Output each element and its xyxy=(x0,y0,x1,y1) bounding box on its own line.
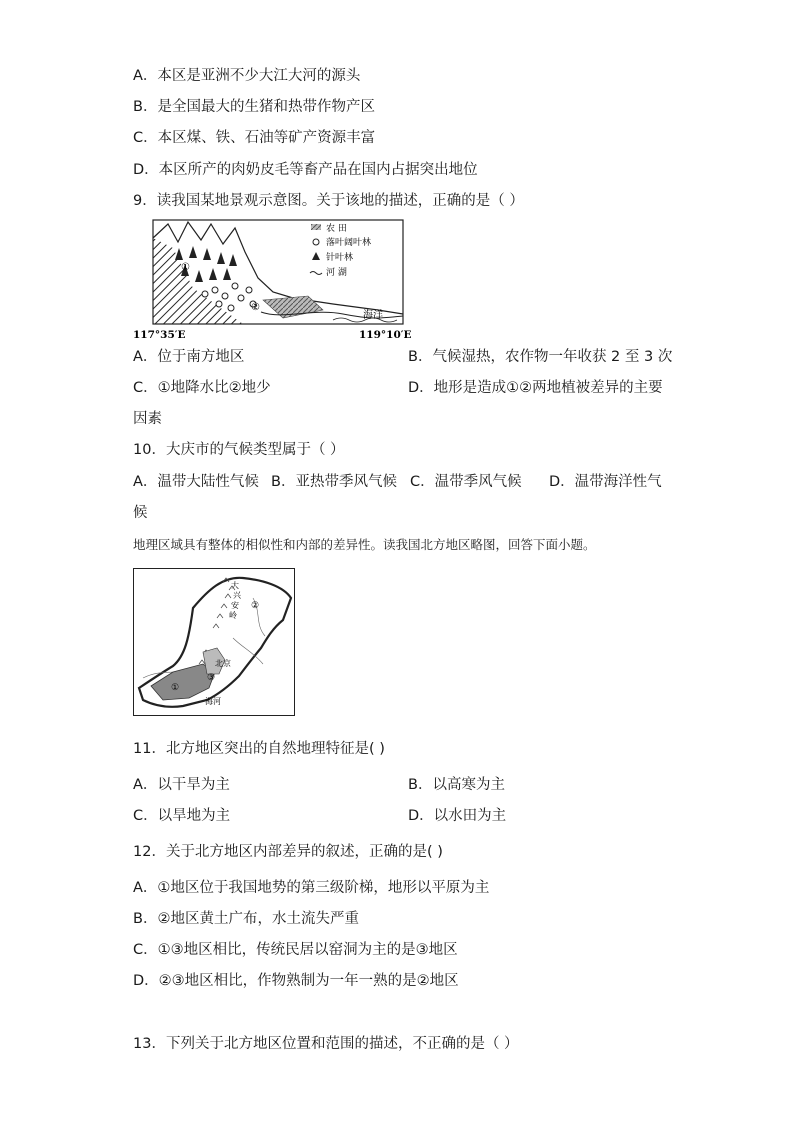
legend-river: 河 湖 xyxy=(326,268,347,278)
q8-option-a: A．本区是亚洲不少大江大河的源头 xyxy=(133,68,361,84)
label-region-2: ② xyxy=(251,601,260,611)
q8-option-d: D．本区所产的肉奶皮毛等畜产品在国内占据突出地位 xyxy=(133,162,478,178)
mark-2: ② xyxy=(251,302,260,313)
q9-stem: 9．读我国某地景观示意图。关于该地的描述，正确的是（ ） xyxy=(133,193,524,209)
q9-option-d: D．地形是造成①②两地植被差异的主要 xyxy=(408,380,663,396)
q10-option-d-cont: 候 xyxy=(133,505,148,521)
legend-farmland: 农 田 xyxy=(326,224,347,234)
q10-option-d: D．温带海洋性气 xyxy=(549,474,662,490)
label-haihe: 海河 xyxy=(205,697,221,706)
q9-option-b: B．气候湿热，农作物一年收获 2 至 3 次 xyxy=(408,349,673,365)
label-ling: 岭 xyxy=(229,611,237,620)
q12-stem: 12．关于北方地区内部差异的叙述，正确的是( ) xyxy=(133,844,443,860)
label-region-3: ③ xyxy=(207,673,216,683)
q9-option-a: A．位于南方地区 xyxy=(133,349,245,365)
q11-option-b: B．以高寒为主 xyxy=(408,777,505,793)
landscape-figure xyxy=(133,218,413,342)
q9-option-c: C．①地降水比②地少 xyxy=(133,380,271,396)
label-da: 大 xyxy=(231,581,239,590)
q12-option-a: A．①地区位于我国地势的第三级阶梯，地形以平原为主 xyxy=(133,880,490,896)
q10-option-a: A．温带大陆性气候 xyxy=(133,474,259,490)
label-beijing: 北京 xyxy=(215,659,231,668)
sea-label: 海洋 xyxy=(363,310,383,321)
q12-option-b: B．②地区黄土广布，水土流失严重 xyxy=(133,911,359,927)
label-xing: 兴 xyxy=(233,591,241,600)
q9-option-d-cont: 因素 xyxy=(133,411,162,427)
label-region-1: ① xyxy=(171,683,180,693)
q10-option-b: B．亚热带季风气候 xyxy=(271,474,397,490)
q10-stem: 10．大庆市的气候类型属于（ ） xyxy=(133,442,345,458)
north-china-map xyxy=(133,568,295,716)
q12-option-d: D．②③地区相比，作物熟制为一年一熟的是②地区 xyxy=(133,973,459,989)
material-intro: 地理区域具有整体的相似性和内部的差异性。读我国北方地区略图，回答下面小题。 xyxy=(133,537,596,552)
label-an: 安 xyxy=(231,601,239,610)
q11-option-d: D．以水田为主 xyxy=(408,808,507,824)
q12-option-c: C．①③地区相比，传统民居以窑洞为主的是③地区 xyxy=(133,942,458,958)
q11-option-c: C．以旱地为主 xyxy=(133,808,231,824)
legend-conifer: 针叶林 xyxy=(326,253,354,263)
q8-option-b: B．是全国最大的生猪和热带作物产区 xyxy=(133,99,375,115)
q10-option-c: C．温带季风气候 xyxy=(410,474,522,490)
q11-option-a: A．以干旱为主 xyxy=(133,777,230,793)
mark-1: ① xyxy=(181,262,190,273)
legend-broadleaf: 落叶阔叶林 xyxy=(326,238,372,248)
q13-stem: 13．下列关于北方地区位置和范围的描述，不正确的是（ ） xyxy=(133,1036,519,1052)
q11-stem: 11．北方地区突出的自然地理特征是( ) xyxy=(133,741,385,757)
left-longitude: 117°35′E xyxy=(133,329,186,341)
q8-option-c: C．本区煤、铁、石油等矿产资源丰富 xyxy=(133,130,376,146)
right-longitude: 119°10′E xyxy=(359,329,412,341)
